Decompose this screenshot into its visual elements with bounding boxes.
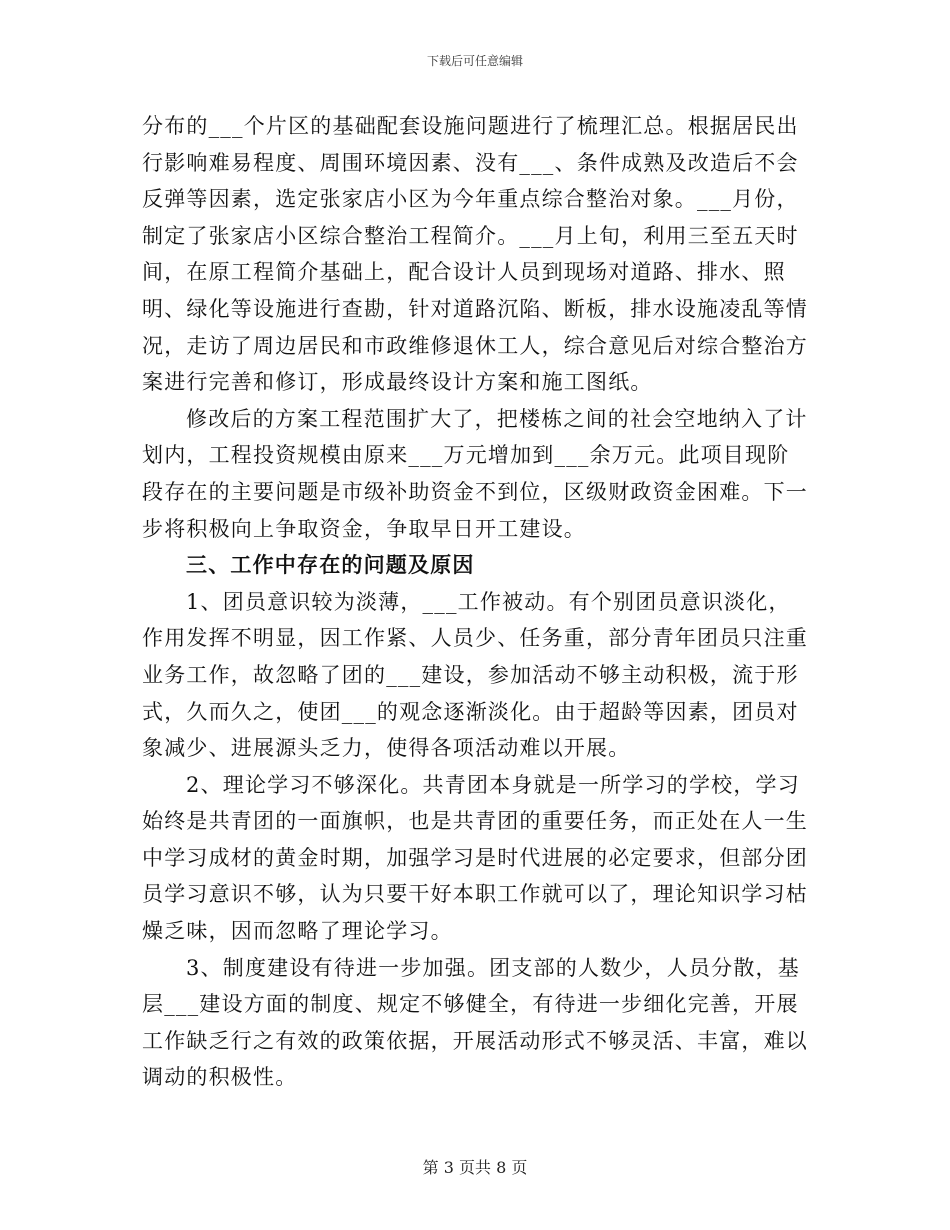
paragraph-1: 分布的___个片区的基础配套设施问题进行了梳理汇总。根据居民出行影响难易程度、周围环境因素、没有___、条件成熟及改造后不会反弹等因素，选定张家店小区为今年重点综合整治对象。___月份，制定了张家店小区综合整治工程简介。___月上旬，利用三至五天时间，在原工程简介基础上，配合设计人员到现场对道路、排水、照明、绿化等设施进行查勘，针对道路沉陷、断板，排水设施凌乱等情况，走访了周边居民和市政维修退休工人，综合意见后对综合整治方案进行完善和修订，形成最终设计方案和施工图纸。 (142, 114, 808, 395)
document-body (142, 108, 808, 1096)
section-heading: 三、工作中存在的问题及原因 (186, 552, 475, 578)
page-footer: 第 3 页共 8 页 (422, 1158, 528, 1177)
paragraph-item-3: 3、制度建设有待进一步加强。团支部的人数少，人员分散，基层___建设方面的制度、规定不够健全，有待进一步细化完善，开展工作缺乏行之有效的政策依据，开展活动形式不够灵活、丰富，难以调动的积极性。 (142, 955, 808, 1090)
paragraph-item-2: 2、理论学习不够深化。共青团本身就是一所学习的学校，学习始终是共青团的一面旗帜，也是共青团的重要任务，而正处在人一生中学习成材的黄金时期，加强学习是时代进展的必定要求，但部分团员学习意识不够，认为只要干好本职工作就可以了，理论知识学习枯燥乏味，因而忽略了理论学习。 (142, 772, 808, 944)
paragraph-2: 修改后的方案工程范围扩大了，把楼栋之间的社会空地纳入了计划内，工程投资规模由原来___万元增加到___余万元。此项目现阶段存在的主要问题是市级补助资金不到位，区级财政资金困难。下一步将积极向上争取资金，争取早日开工建设。 (142, 406, 808, 541)
page-header: 下载后可任意编辑 (426, 54, 523, 68)
paragraph-item-1: 1、团员意识较为淡薄，___工作被动。有个别团员意识淡化，作用发挥不明显，因工作紧、人员少、任务重，部分青年团员只注重业务工作，故忽略了团的___建设，参加活动不够主动积极，流于形式，久而久之，使团___的观念逐渐淡化。由于超龄等因素，团员对象减少、进展源头乏力，使得各项活动难以开展。 (142, 589, 808, 761)
